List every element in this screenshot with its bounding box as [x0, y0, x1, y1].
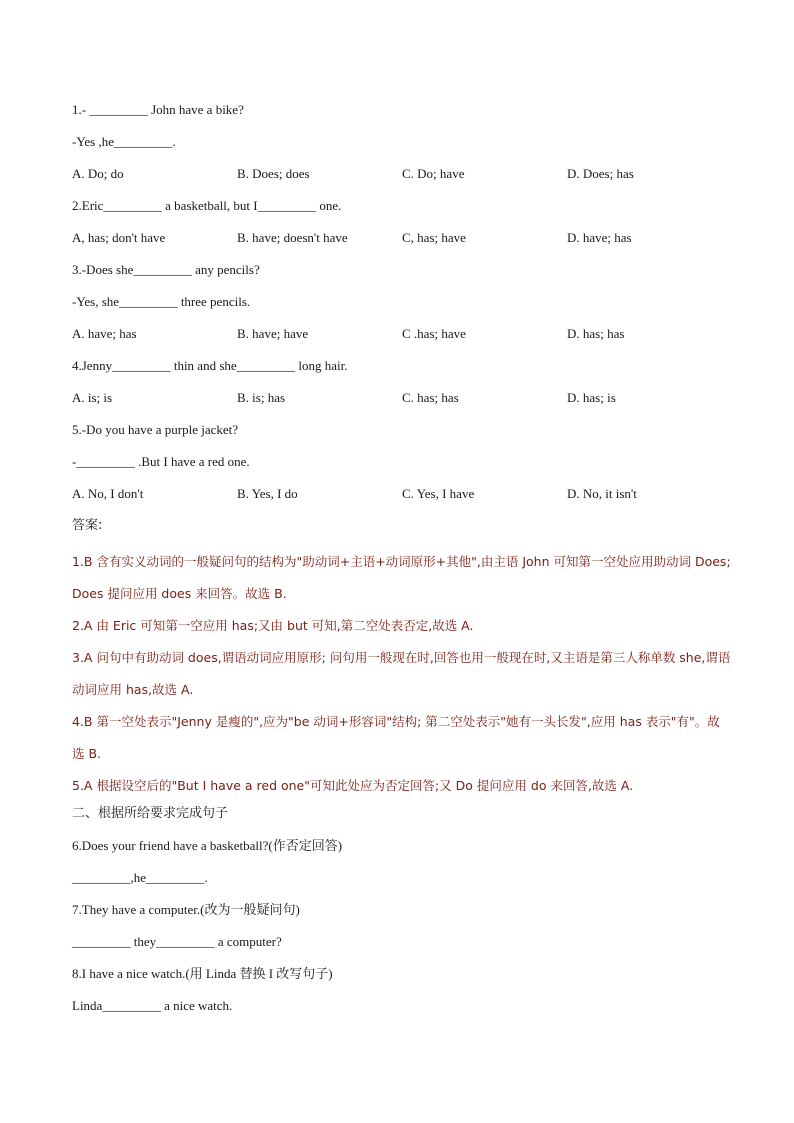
task-prompt: 7.They have a computer.(改为一般疑问句) [72, 902, 300, 917]
options-row [72, 162, 732, 194]
option-a: A. is; is [72, 390, 113, 405]
option-b: B. have; doesn't have [237, 230, 348, 245]
option-c: C, has; have [402, 230, 466, 245]
option-c: C. Do; have [402, 166, 465, 181]
option-b: B. Does; does [237, 166, 310, 181]
option-c: C .has; have [402, 326, 466, 341]
question-4 [72, 354, 732, 418]
option-c: C. Yes, I have [402, 486, 475, 501]
task-answer-line: _________ they_________ a computer? [72, 934, 282, 949]
explanation-2: 2.A 由 Eric 可知第一空应用 has;又由 but 可知,第二空处表否定,故选 A. [72, 618, 474, 633]
option-a: A. have; has [72, 326, 137, 341]
options-row [72, 482, 732, 514]
option-d: D. have; has [567, 230, 632, 245]
task-6 [72, 834, 732, 898]
question-stem: -Yes, she_________ three pencils. [72, 294, 251, 309]
task-answer-line: Linda_________ a nice watch. [72, 998, 233, 1013]
options-row [72, 226, 732, 258]
explanation-4: 4.B 第一空处表示"Jenny 是瘦的",应为"be 动词+形容词"结构; 第二空处表示"她有一头长发",应用 has 表示"有"。故选 B. [72, 714, 720, 761]
option-a: A, has; don't have [72, 230, 166, 245]
option-a: A. Do; do [72, 166, 124, 181]
option-a: A. No, I don't [72, 486, 144, 501]
question-stem: 1.- _________ John have a bike? [72, 102, 244, 117]
option-d: D. has; is [567, 390, 616, 405]
option-b: B. Yes, I do [237, 486, 298, 501]
option-d: D. has; has [567, 326, 625, 341]
option-c: C. has; has [402, 390, 459, 405]
task-prompt: 8.I have a nice watch.(用 Linda 替换 I 改写句子) [72, 966, 333, 981]
options-row [72, 322, 732, 354]
option-d: D. Does; has [567, 166, 634, 181]
explanation-5: 5.A 根据设空后的"But I have a red one"可知此处应为否定回答;又 Do 提问应用 do 来回答,故选 A. [72, 778, 634, 793]
question-stem: -Yes ,he_________. [72, 134, 176, 149]
question-3 [72, 258, 732, 354]
task-answer-line: _________,he_________. [72, 870, 208, 885]
option-b: B. have; have [237, 326, 309, 341]
options-row [72, 386, 732, 418]
question-stem: 2.Eric_________ a basketball, but I_________ one. [72, 198, 342, 213]
question-stem: 3.-Does she_________ any pencils? [72, 262, 260, 277]
section-title: 二、根据所给要求完成句子 [72, 806, 229, 821]
task-7 [72, 898, 732, 962]
question-stem: -_________ .But I have a red one. [72, 454, 250, 469]
option-d: D. No, it isn't [567, 486, 637, 501]
question-2 [72, 194, 732, 258]
explanation-1: 1.B 含有实义动词的一般疑问句的结构为"助动词+主语+动词原形+其他",由主语 John 可知第一空处应用助动词 Does; Does 提问应用 does 来回答。故选 B. [72, 554, 731, 601]
question-stem: 4.Jenny_________ thin and she_________ long hair. [72, 358, 348, 373]
task-prompt: 6.Does your friend have a basketball?(作否定回答) [72, 838, 343, 853]
worksheet-content [72, 98, 732, 1026]
explanation-3: 3.A 问句中有助动词 does,谓语动词应用原形; 问句用一般现在时,回答也用一般现在时,又主语是第三人称单数 she,谓语动词应用 has,故选 A. [72, 650, 731, 697]
answer-label: 答案: [72, 518, 103, 533]
task-8 [72, 962, 732, 1026]
option-b: B. is; has [237, 390, 286, 405]
answer-explanations [72, 546, 732, 802]
question-stem: 5.-Do you have a purple jacket? [72, 422, 239, 437]
question-1 [72, 98, 732, 194]
question-5 [72, 418, 732, 514]
